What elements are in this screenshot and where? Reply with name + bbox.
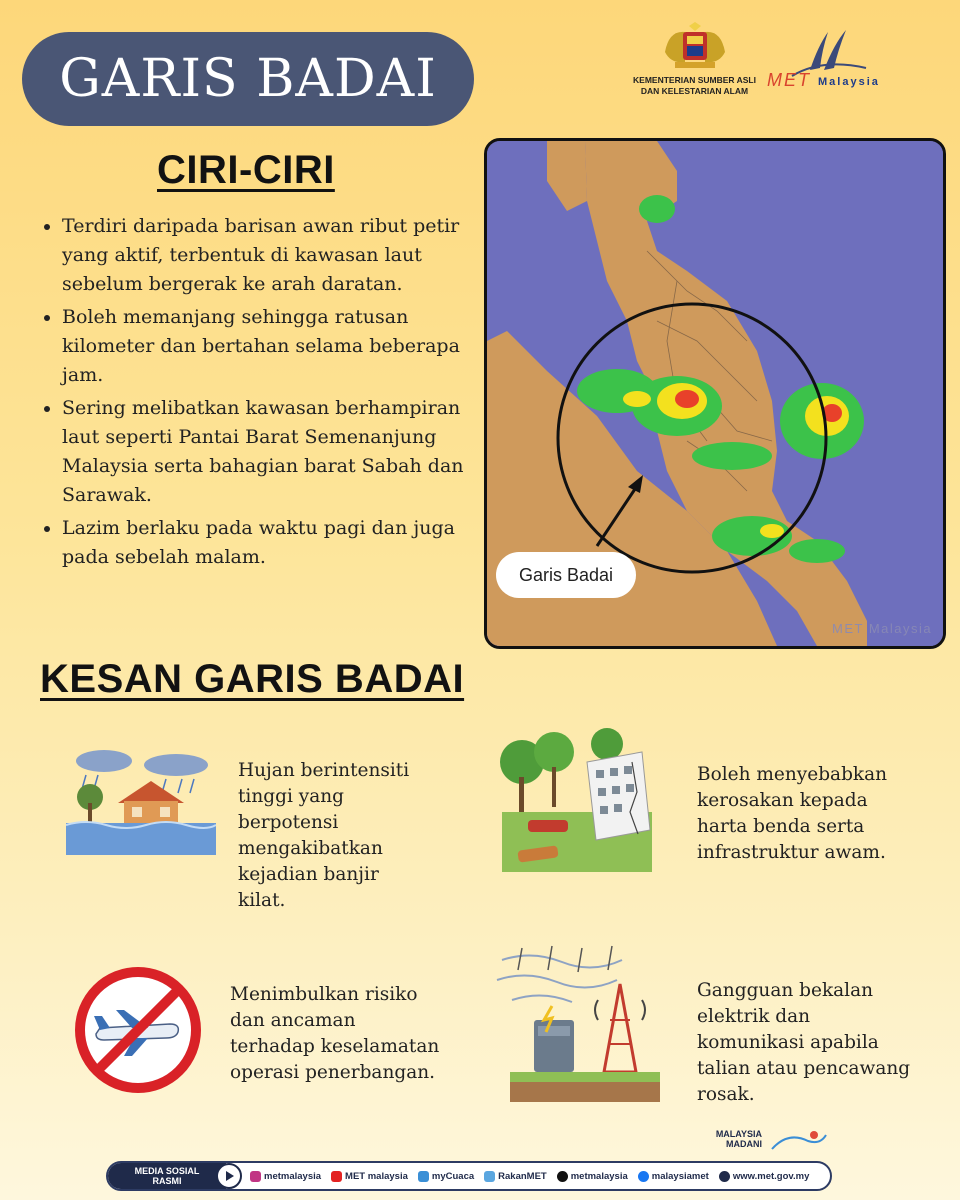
characteristics-heading: CIRI-CIRI xyxy=(157,148,335,192)
effect-flood-text: Hujan berintensiti tinggi yang berpotensi mengakibatkan kejadian banjir kilat. xyxy=(238,760,410,911)
ministry-name: KEMENTERIAN SUMBER ASLI DAN KELESTARIAN ALAM xyxy=(633,75,756,96)
social-link-facebook[interactable]: malaysiamet xyxy=(638,1171,709,1182)
effects-heading: KESAN GARIS BADAI xyxy=(40,657,465,701)
no-airplane-icon xyxy=(72,964,204,1096)
flood-house-icon xyxy=(66,745,216,855)
rakanmet-icon xyxy=(484,1171,495,1182)
social-media-footer xyxy=(106,1161,832,1191)
social-link-rakanmet[interactable]: RakanMET xyxy=(484,1171,547,1182)
social-link-x[interactable]: metmalaysia xyxy=(557,1171,628,1182)
list-item: • Sering melibatkan kawasan berhampiran laut seperti Pantai Barat Semenanjung Malaysia serta bahagian barat Sabah dan Sarawak. xyxy=(62,394,466,510)
map-watermark: MET Malaysia xyxy=(832,621,933,636)
met-logo-malaysia: Malaysia xyxy=(818,76,880,88)
social-link-instagram[interactable]: metmalaysia xyxy=(250,1171,321,1182)
mycuaca-icon xyxy=(418,1171,429,1182)
list-item: • Lazim berlaku pada waktu pagi dan juga pada sebelah malam. xyxy=(62,514,466,572)
callout-label: Garis Badai xyxy=(518,564,614,585)
effect-damage-text: Boleh menyebabkan kerosakan kepada harta benda serta infrastruktur awam. xyxy=(697,764,888,863)
coat-of-arms-logo xyxy=(655,22,735,72)
social-links xyxy=(250,1171,809,1182)
power-tower-icon xyxy=(492,940,672,1105)
garis-badai-callout xyxy=(496,552,636,598)
damaged-building-icon xyxy=(492,722,662,872)
met-malaysia-logo xyxy=(762,28,912,98)
list-item: • Boleh memanjang sehingga ratusan kilometer dan bertahan selama beberapa jam. xyxy=(62,303,466,390)
instagram-icon xyxy=(250,1171,261,1182)
play-icon xyxy=(216,1163,242,1189)
page-title-banner xyxy=(22,32,474,126)
youtube-icon xyxy=(331,1171,342,1182)
visit-malaysia-icon xyxy=(768,1127,828,1157)
list-item: • Terdiri daripada barisan awan ribut petir yang aktif, terbentuk di kawasan laut sebelum bergerak ke arah daratan. xyxy=(62,212,466,299)
malaysia-madani-logo: MALAYSIA MADANI xyxy=(712,1127,852,1159)
met-logo-met: MET xyxy=(767,70,811,90)
characteristics-list xyxy=(36,212,466,572)
social-link-website[interactable]: www.met.gov.my xyxy=(719,1171,810,1182)
effect-aviation-text: Menimbulkan risiko dan ancaman terhadap keselamatan operasi penerbangan. xyxy=(230,984,440,1083)
characteristics-list-container xyxy=(36,212,466,576)
social-link-mycuaca[interactable]: myCuaca xyxy=(418,1171,474,1182)
web-icon xyxy=(719,1171,730,1182)
facebook-icon xyxy=(638,1171,649,1182)
page-title: GARIS BADAI xyxy=(59,49,437,109)
effect-power-text: Gangguan bekalan elektrik dan komunikasi apabila talian atau pencawang rosak. xyxy=(697,980,911,1105)
x-icon xyxy=(557,1171,568,1182)
social-media-label: MEDIA SOSIAL RASMI xyxy=(108,1163,226,1189)
social-link-youtube[interactable]: MET malaysia xyxy=(331,1171,408,1182)
